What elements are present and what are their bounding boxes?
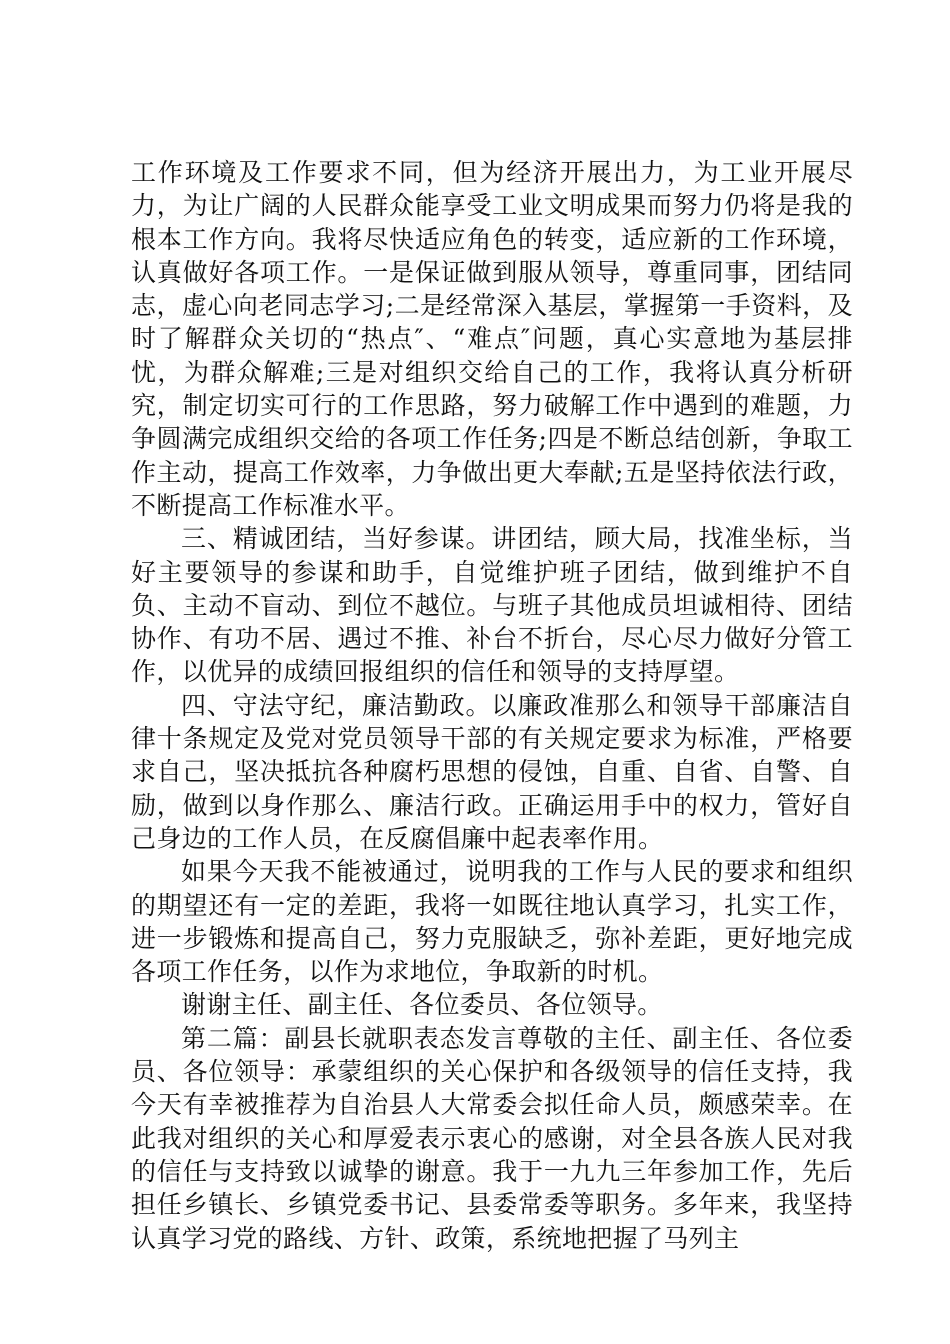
document-body bbox=[131, 156, 853, 1255]
paragraph-work-direction: 工作环境及工作要求不同，但为经济开展出力，为工业开展尽力，为让广阔的人民群众能享受工业文明成果而努力仍将是我的根本工作方向。我将尽快适应角色的转变，适应新的工作环境，认真做好各项工作。一是保证做到服从领导，尊重同事，团结同志，虚心向老同志学习;二是经常深入基层，掌握第一手资料，及时了解群众关切的“热点″、“难点″问题，真心实意地为基层排忧，为群众解难;三是对组织交给自己的工作，我将认真分析研究，制定切实可行的工作思路，努力破解工作中遇到的难题，力争圆满完成组织交给的各项工作任务;四是不断总结创新，争取工作主动，提高工作效率，力争做出更大奉献;五是坚持依法行政，不断提高工作标准水平。 bbox=[131, 158, 853, 520]
paragraph-if-not-passed: 如果今天我不能被通过，说明我的工作与人民的要求和组织的期望还有一定的差距，我将一如既往地认真学习，扎实工作，进一步锻炼和提高自己，努力克服缺乏，弥补差距，更好地完成各项工作任务，以作为求地位，争取新的时机。 bbox=[131, 857, 853, 987]
paragraph-integrity: 四、守法守纪，廉洁勤政。以廉政准那么和领导干部廉洁自律十条规定及党对党员领导干部的有关规定要求为标准，严格要求自己，坚决抵抗各种腐朽思想的侵蚀，自重、自省、自警、自励，做到以身作那么、廉洁行政。正确运用手中的权力，管好自己身边的工作人员，在反腐倡廉中起表率作用。 bbox=[131, 690, 853, 853]
paragraph-thanks: 谢谢主任、副主任、各位委员、各位领导。 bbox=[181, 990, 663, 1020]
paragraph-unity: 三、精诚团结，当好参谋。讲团结，顾大局，找准坐标，当好主要领导的参谋和助手，自觉维护班子团结，做到维护不自负、主动不盲动、到位不越位。与班子其他成员坦诚相待、团结协作、有功不居、遇过不推、补台不折台，尽心尽力做好分管工作，以优异的成绩回报组织的信任和领导的支持厚望。 bbox=[131, 524, 853, 687]
paragraph-second-article: 第二篇：副县长就职表态发言尊敬的主任、副主任、各位委员、各位领导：承蒙组织的关心保护和各级领导的信任支持，我今天有幸被推荐为自治县人大常委会拟任命人员，颇感荣幸。在此我对组织的关心和厚爱表示衷心的感谢，对全县各族人民对我的信任与支持致以诚挚的谢意。我于一九九三年参加工作，先后担任乡镇长、乡镇党委书记、县委常委等职务。多年来，我坚持认真学习党的路线、方针、政策，系统地把握了马列主 bbox=[131, 1023, 853, 1253]
